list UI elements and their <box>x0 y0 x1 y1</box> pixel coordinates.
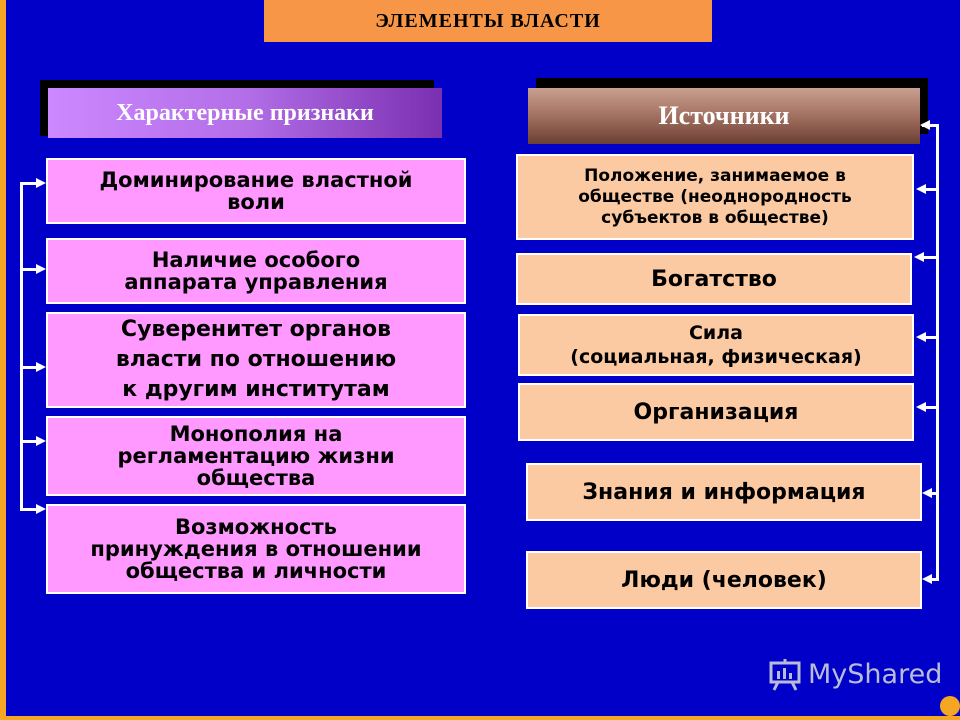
arrow-left-icon <box>916 402 926 412</box>
right-connector-line <box>936 124 939 580</box>
source-box-force: Сила (социальная, физическая) <box>518 314 914 376</box>
right-connector-tick <box>926 406 939 409</box>
left-header: Характерные признаки <box>48 88 442 138</box>
feature-box-domination: Доминирование властной воли <box>46 158 466 224</box>
arrow-left-icon <box>922 574 932 584</box>
frame-bottom-border <box>0 716 960 720</box>
arrow-left-icon <box>916 332 926 342</box>
arrow-right-icon <box>36 436 46 446</box>
arrow-right-icon <box>36 504 46 514</box>
corner-dot <box>940 696 960 716</box>
arrow-left-icon <box>922 488 932 498</box>
arrow-right-icon <box>36 178 46 188</box>
arrow-left-icon <box>916 184 926 194</box>
arrow-left-icon <box>914 252 924 262</box>
watermark-text: MyShared <box>808 658 943 690</box>
right-header: Источники <box>528 88 920 144</box>
right-connector-tick <box>926 188 939 191</box>
right-connector-tick <box>926 336 939 339</box>
source-box-knowledge: Знания и информация <box>526 463 922 521</box>
arrow-right-icon <box>36 264 46 274</box>
arrow-right-icon <box>36 362 46 372</box>
presentation-board-icon <box>768 657 802 691</box>
source-box-organization: Организация <box>518 383 914 441</box>
source-box-position: Положение, занимаемое в обществе (неоднородность субъектов в обществе) <box>516 154 914 240</box>
feature-box-coercion: Возможность принуждения в отношении общества и личности <box>46 504 466 594</box>
frame-left-border <box>0 0 6 720</box>
feature-box-apparatus: Наличие особого аппарата управления <box>46 238 466 304</box>
source-box-wealth: Богатство <box>516 253 912 305</box>
watermark-logo <box>768 654 942 694</box>
source-box-people: Люди (человек) <box>526 551 922 609</box>
arrow-left-icon <box>920 120 930 130</box>
left-connector-line <box>20 182 23 510</box>
right-connector-tick <box>924 256 939 259</box>
feature-box-monopoly: Монополия на регламентацию жизни общества <box>46 416 466 496</box>
slide-title: ЭЛЕМЕНТЫ ВЛАСТИ <box>264 0 712 42</box>
feature-box-sovereignty: Суверенитет органов власти по отношению к другим институтам <box>46 312 466 408</box>
